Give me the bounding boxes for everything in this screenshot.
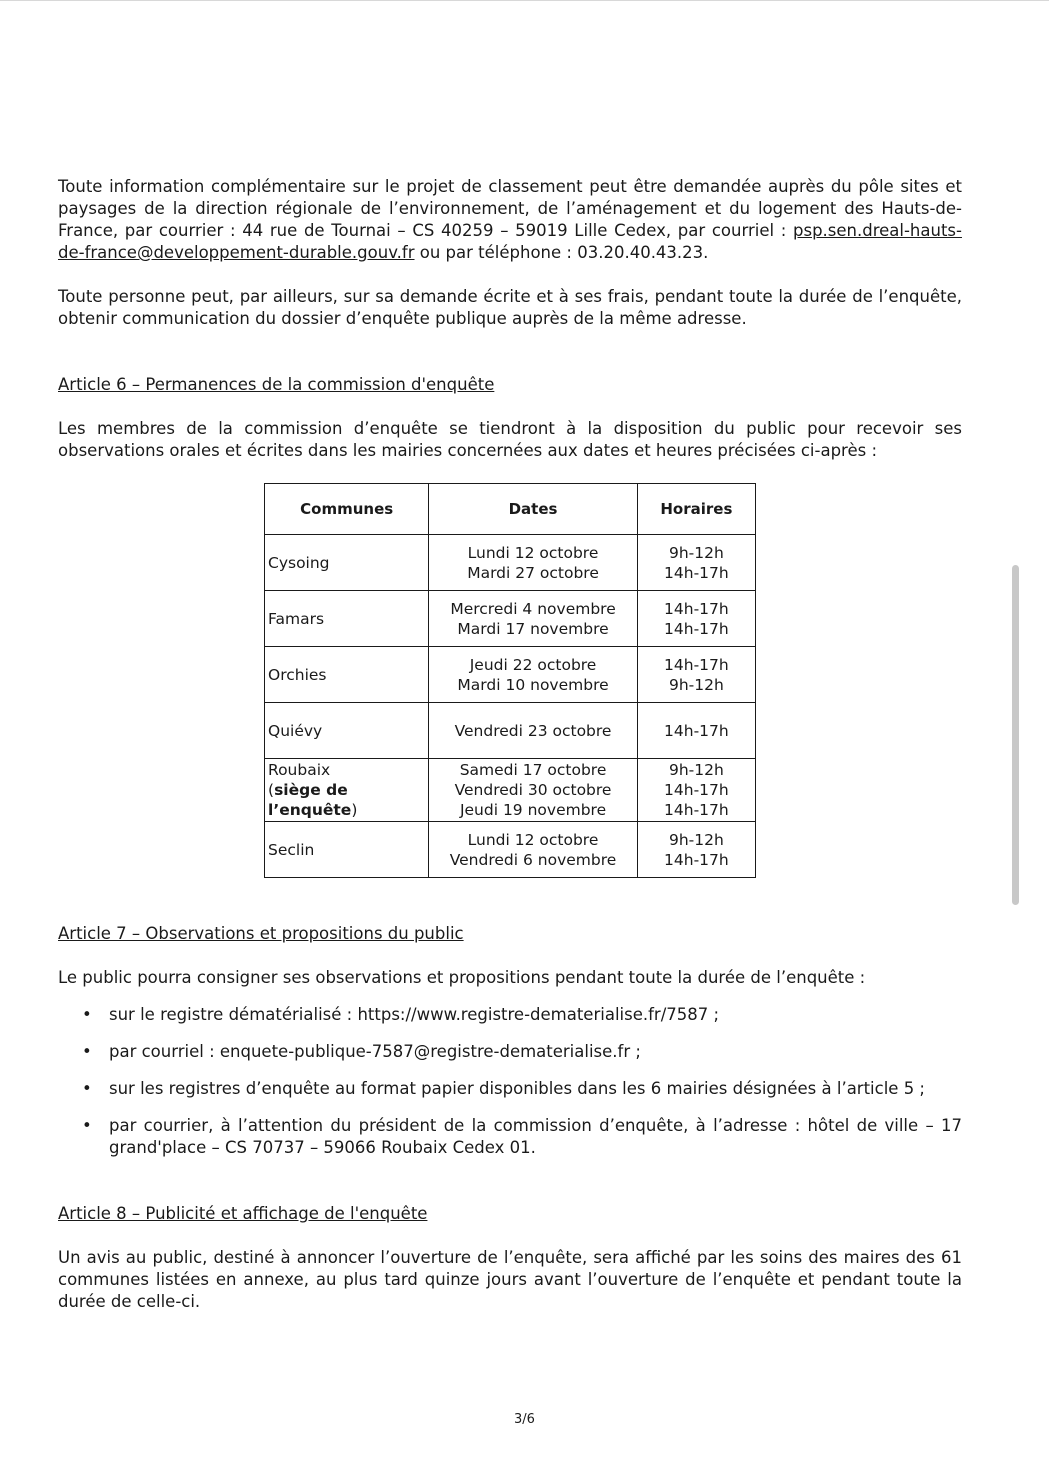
date-line: Lundi 12 octobre <box>467 830 599 849</box>
hours-line: 9h-12h <box>668 830 724 849</box>
intro-phone-text: ou par téléphone : 03.20.40.43.23. <box>414 243 709 262</box>
contact-email-link[interactable]: psp.sen.dreal-hauts-de-france@developpement-durable.gouv.fr <box>58 221 962 262</box>
date-line: Mardi 10 novembre <box>457 675 609 694</box>
article-8-heading: Article 8 – Publicité et affichage de l'enquête <box>58 1204 428 1223</box>
cell-hours <box>637 703 755 759</box>
commune-note: (siège de l’enquête) <box>268 781 358 819</box>
table-header-row <box>265 484 756 535</box>
scrollbar-thumb[interactable] <box>1012 565 1019 905</box>
hours-line: 14h-17h <box>664 599 729 618</box>
list-item-text: sur le registre dématérialisé : https://www.registre-dematerialise.fr/7587 ; <box>109 1005 720 1024</box>
commune-name: Roubaix <box>268 761 331 779</box>
date-line: Mercredi 4 novembre <box>450 599 616 618</box>
list-item <box>58 1004 962 1026</box>
intro-paragraph-2: Toute personne peut, par ailleurs, sur sa demande écrite et à ses frais, pendant toute la durée de l’enquête, obtenir communication du dossier d’enquête publique auprès de la même adresse. <box>58 287 962 328</box>
hours-line: 9h-12h <box>668 761 724 779</box>
cell-dates <box>429 535 637 591</box>
intro-paragraph-1 <box>58 176 962 264</box>
hours-line: 14h-17h <box>664 781 729 799</box>
cell-commune: Famars <box>265 591 429 647</box>
hours-line: 14h-17h <box>664 801 729 819</box>
cell-commune: Orchies <box>265 647 429 703</box>
cell-hours <box>637 647 755 703</box>
permanences-table <box>264 483 756 878</box>
article-7-heading: Article 7 – Observations et propositions du public <box>58 924 464 943</box>
header-communes: Communes <box>265 484 429 535</box>
observation-channels-list <box>58 1004 962 1159</box>
article-8-text: Un avis au public, destiné à annoncer l’ouverture de l’enquête, sera affiché par les soins des maires des 61 communes listées en annexe, au plus tard quinze jours avant l’ouverture de l’enquête et pendant toute la durée de celle-ci. <box>58 1248 962 1311</box>
list-item <box>58 1041 962 1063</box>
cell-dates <box>429 591 637 647</box>
date-line: Samedi 17 octobre <box>459 761 607 779</box>
cell-commune: Cysoing <box>265 535 429 591</box>
header-dates: Dates <box>429 484 637 535</box>
hours-line: 14h-17h <box>664 655 729 674</box>
list-item-text: par courriel : enquete-publique-7587@registre-dematerialise.fr ; <box>109 1042 641 1061</box>
article-6-text: Les membres de la commission d’enquête se tiendront à la disposition du public pour recevoir ses observations orales et écrites dans les mairies concernées aux dates et heures précisées ci-après : <box>58 419 962 460</box>
bullet-icon: • <box>82 1005 92 1024</box>
cell-commune: Seclin <box>265 822 429 878</box>
article-6-heading: Article 6 – Permanences de la commission d'enquête <box>58 375 495 394</box>
table-row-quievy <box>265 703 756 759</box>
table-row-seclin <box>265 822 756 878</box>
date-line: Lundi 12 octobre <box>467 543 599 562</box>
hours-line: 14h-17h <box>664 721 729 740</box>
cell-commune: Quiévy <box>265 703 429 759</box>
cell-dates <box>429 703 637 759</box>
cell-hours <box>637 591 755 647</box>
cell-hours <box>637 759 755 822</box>
hours-line: 9h-12h <box>668 543 724 562</box>
cell-dates <box>429 759 637 822</box>
article-7-text: Le public pourra consigner ses observations et propositions pendant toute la durée de l’enquête : <box>58 968 866 987</box>
date-line: Mardi 17 novembre <box>457 619 609 638</box>
hours-line: 14h-17h <box>664 563 729 582</box>
page-number: 3/6 <box>514 1412 535 1427</box>
date-line: Vendredi 6 novembre <box>449 850 617 869</box>
date-line: Jeudi 19 novembre <box>459 801 607 819</box>
header-horaires: Horaires <box>637 484 755 535</box>
date-line: Vendredi 23 octobre <box>454 721 612 740</box>
list-item-text: par courrier, à l’attention du président de la commission d’enquête, à l’adresse : hôtel de ville – 17 grand'place – CS 70737 – 59066 Roubaix Cedex 01. <box>109 1116 962 1157</box>
cell-hours <box>637 822 755 878</box>
bullet-icon: • <box>82 1079 92 1098</box>
date-line: Jeudi 22 octobre <box>469 655 597 674</box>
table-row-cysoing <box>265 535 756 591</box>
commune-note-bold: siège de l’enquête <box>268 781 352 819</box>
document-page <box>58 176 962 1313</box>
hours-line: 14h-17h <box>664 619 729 638</box>
list-item-text: sur les registres d’enquête au format papier disponibles dans les 6 mairies désignées à l’article 5 ; <box>109 1079 925 1098</box>
hours-line: 9h-12h <box>668 675 724 694</box>
cell-dates <box>429 822 637 878</box>
top-divider <box>0 0 1049 1</box>
intro-text: Toute information complémentaire sur le projet de classement peut être demandée auprès du pôle sites et paysages de la direction régionale de l’environnement, de l’aménagement et du logement des Hauts-de-France, par courrier : 44 rue de Tournai – CS 40259 – 59019 Lille Cedex, par courriel : <box>58 177 962 240</box>
cell-commune <box>265 759 429 822</box>
list-item <box>58 1115 962 1159</box>
bullet-icon: • <box>82 1116 92 1135</box>
cell-dates <box>429 647 637 703</box>
list-item <box>58 1078 962 1100</box>
hours-line: 14h-17h <box>664 850 729 869</box>
table-row-famars <box>265 591 756 647</box>
bullet-icon: • <box>82 1042 92 1061</box>
cell-hours <box>637 535 755 591</box>
date-line: Mardi 27 octobre <box>467 563 599 582</box>
date-line: Vendredi 30 octobre <box>454 781 612 799</box>
table-row-orchies <box>265 647 756 703</box>
table-row-roubaix <box>265 759 756 822</box>
